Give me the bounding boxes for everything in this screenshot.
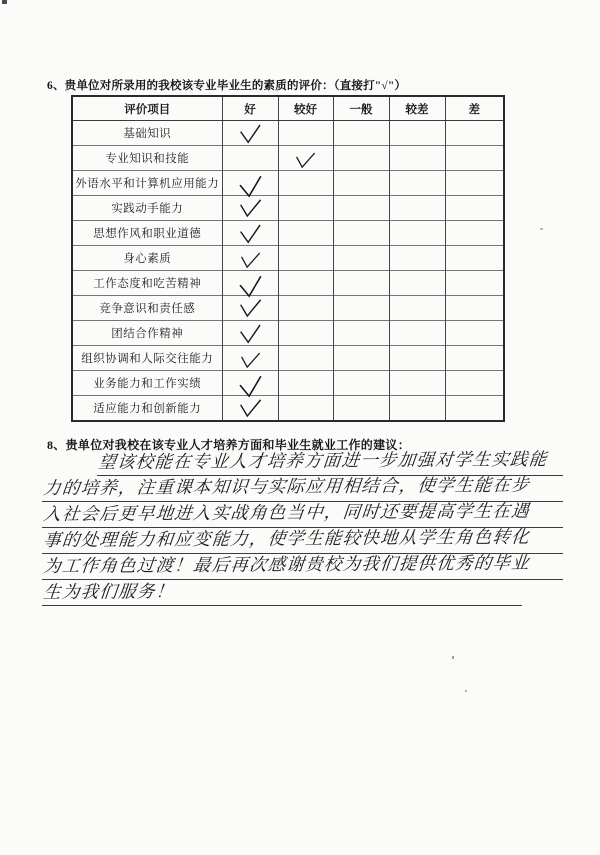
row-label: 外语水平和计算机应用能力 [72,171,222,196]
scan-artifact-speck [540,228,543,230]
row-label: 工作态度和吃苦精神 [72,271,222,296]
handwriting-text: 事的处理能力和应变能力，使学生能较快地从学生角色转化 [42,527,531,552]
rating-cell [333,246,389,271]
rating-cell-checked [222,296,278,321]
row-label: 竞争意识和责任感 [72,296,222,321]
rating-cell [278,296,333,321]
handwriting-text: 入社会后更早地进入实战角色当中，同时还要提高学生在遇 [42,501,531,526]
rating-cell [278,121,333,146]
evaluation-table-body [72,121,504,422]
row-label: 组织协调和人际交往能力 [72,346,222,371]
rating-cell-checked [222,346,278,371]
rating-cell [445,296,504,321]
checkmark-icon [237,351,263,372]
rating-cell [389,246,445,271]
row-label: 身心素质 [72,246,222,271]
rating-cell [333,171,389,196]
rating-cell-checked [222,246,278,271]
rating-cell [445,346,504,371]
checkmark-icon [237,251,263,272]
evaluation-table-header [72,96,504,121]
checkmark-icon [292,151,318,172]
rating-cell [333,296,389,321]
rating-cell [389,271,445,296]
rating-cell [389,371,445,396]
table-row [72,296,504,321]
column-header-good: 好 [222,96,278,121]
row-label: 思想作风和职业道德 [72,221,222,246]
table-row [72,271,504,296]
question-6-heading: 6、贵单位对所录用的我校该专业毕业生的素质的评价：（直接打"√"） [47,80,407,92]
rating-cell [389,121,445,146]
checkmark-icon [236,398,264,420]
rating-cell [389,346,445,371]
rating-cell [278,321,333,346]
rating-cell [445,196,504,221]
rating-cell [278,171,333,196]
question-8-heading: 8、贵单位对我校在该专业人才培养方面和毕业生就业工作的建议： [47,438,411,452]
rating-cell [333,121,389,146]
handwriting-text: 力的培养，注重课本知识与实际应用相结合，使学生能在步 [42,475,531,500]
rating-cell [445,271,504,296]
column-header-fairly-good: 较好 [278,96,333,121]
row-label: 专业知识和技能 [72,146,222,171]
table-row [72,121,504,146]
rating-cell [445,221,504,246]
rating-cell [445,121,504,146]
table-row [72,246,504,271]
rating-cell [278,371,333,396]
checkmark-icon [236,124,264,146]
rating-cell-checked [222,396,278,422]
checkmark-icon [236,324,264,346]
rating-cell [278,246,333,271]
column-header-average: 一般 [333,96,389,121]
table-row [72,396,504,422]
rating-cell [445,321,504,346]
row-label: 业务能力和工作实绩 [72,371,222,396]
rating-cell-checked [222,271,278,296]
rating-cell [333,321,389,346]
row-label: 实践动手能力 [72,196,222,221]
rating-cell [445,371,504,396]
table-row [72,171,504,196]
rating-cell [389,171,445,196]
rating-cell-checked [278,146,333,171]
evaluation-table [71,95,505,422]
rating-cell [389,296,445,321]
rating-cell [333,371,389,396]
rating-cell [389,221,445,246]
rating-cell [389,396,445,422]
scan-artifact-speck [465,690,467,692]
column-header-poor: 差 [445,96,504,121]
handwriting-text: 为工作角色过渡！最后再次感谢贵校为我们提供优秀的毕业 [42,553,531,578]
column-header-fairly-poor: 较差 [389,96,445,121]
rating-cell [333,146,389,171]
column-header-item: 评价项目 [72,96,222,121]
rating-cell [333,221,389,246]
table-row [72,146,504,171]
rating-cell [333,396,389,422]
table-row [72,196,504,221]
checkmark-icon [236,298,264,320]
rating-cell [278,346,333,371]
rating-cell [333,346,389,371]
rating-cell [222,146,278,171]
table-row [72,221,504,246]
handwriting-line [42,554,563,580]
rating-cell [278,196,333,221]
row-label: 团结合作精神 [72,321,222,346]
rating-cell [333,271,389,296]
table-row [72,321,504,346]
rating-cell [278,396,333,422]
rating-cell-checked [222,171,278,196]
header-row [72,96,504,121]
rating-cell [333,196,389,221]
rating-cell [445,396,504,422]
row-label: 适应能力和创新能力 [72,396,222,422]
table-row [72,371,504,396]
rating-cell [445,146,504,171]
rating-cell-checked [222,196,278,221]
handwriting-text: 生为我们服务！ [42,582,176,604]
table-row [72,346,504,371]
handwritten-suggestions [42,450,563,606]
checkmark-icon [236,198,264,220]
rating-cell [445,246,504,271]
rating-cell [389,196,445,221]
rating-cell-checked [222,321,278,346]
rating-cell [278,221,333,246]
rating-cell [389,146,445,171]
checkmark-icon [236,224,264,246]
rating-cell [389,321,445,346]
scan-artifact-speck [2,0,7,4]
row-label: 基础知识 [72,121,222,146]
scan-artifact-speck [452,656,454,659]
rating-cell [278,271,333,296]
handwriting-text: 望该校能在专业人才培养方面进一步加强对学生实践能 [97,449,549,474]
handwriting-line [42,580,522,606]
rating-cell-checked [222,221,278,246]
rating-cell [445,171,504,196]
rating-cell-checked [222,371,278,396]
rating-cell-checked [222,121,278,146]
